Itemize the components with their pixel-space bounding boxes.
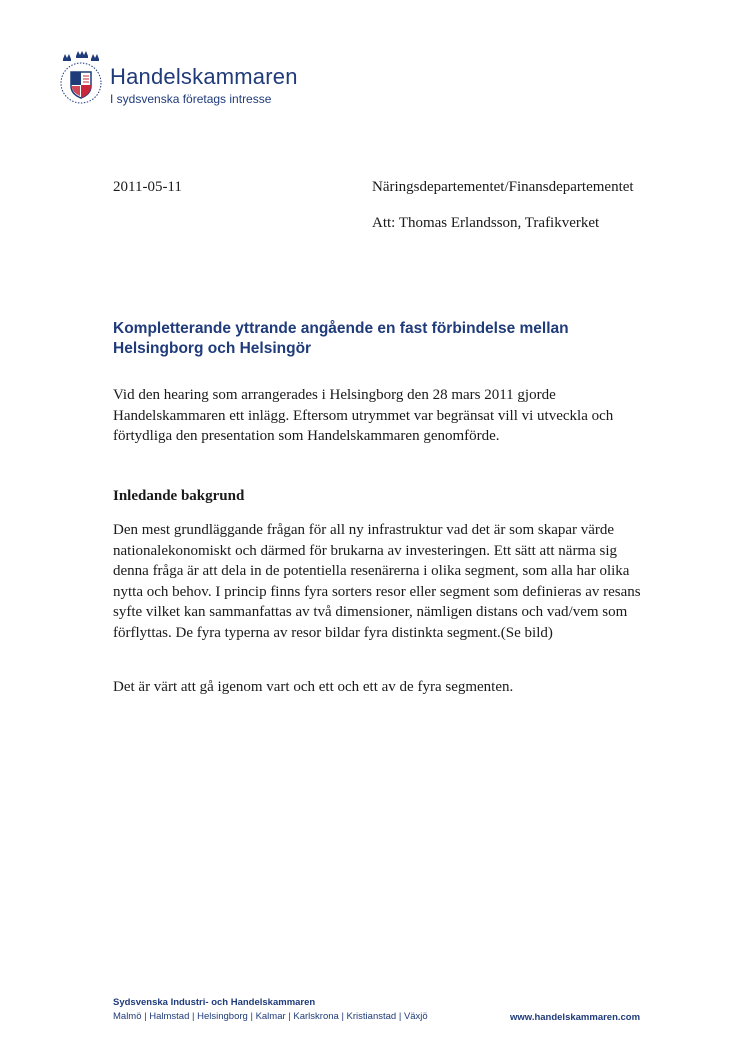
recipient: Näringsdepartementet/Finansdepartementet xyxy=(372,179,634,195)
brand-name: Handelskammaren xyxy=(110,64,298,89)
intro-paragraph: Vid den hearing som arrangerades i Helsingborg den 28 mars 2011 gjorde Handelskammaren ett inlägg. Eftersom utrymmet var begränsat vill vi utveckla och förtydliga den presentation som Handelskammaren genomförde. xyxy=(113,387,614,444)
handelskammaren-crest-icon xyxy=(57,50,105,108)
footer-website-link[interactable]: www.handelskammaren.com xyxy=(510,1012,641,1023)
document-title: Kompletterande yttrande angående en fast förbindelse mellan Helsingborg och Helsingör xyxy=(113,320,569,357)
attention-line: Att: Thomas Erlandsson, Trafikverket xyxy=(372,215,600,231)
body-paragraph: Den mest grundläggande frågan för all ny infrastruktur vad det är som skapar värde nationalekonomiskt och därmed för brukarna av investeringen. Ett sätt att närma sig denna fråga är att dela in de potentiella resenärerna i olika segment, som alla har olika nytta och behov. I princip finns fyra sorters resor eller segment som definieras av resans syfte vilket kan sammanfattas av två dimensioner, nämligen distans och vad/vem som förflyttas. De fyra typerna av resor bildar fyra distinkta segment.(Se bild) xyxy=(113,522,641,641)
closing-paragraph: Det är värt att gå igenom vart och ett och ett av de fyra segmenten. xyxy=(113,679,514,695)
footer-cities: Malmö | Halmstad | Helsingborg | Kalmar | Karlskrona | Kristianstad | Växjö xyxy=(113,1011,428,1022)
letter-date: 2011-05-11 xyxy=(113,179,182,195)
section-heading: Inledande bakgrund xyxy=(113,488,245,504)
brand-tagline: I sydsvenska företags intresse xyxy=(110,92,272,106)
footer-organization: Sydsvenska Industri- och Handelskammaren xyxy=(113,997,316,1008)
